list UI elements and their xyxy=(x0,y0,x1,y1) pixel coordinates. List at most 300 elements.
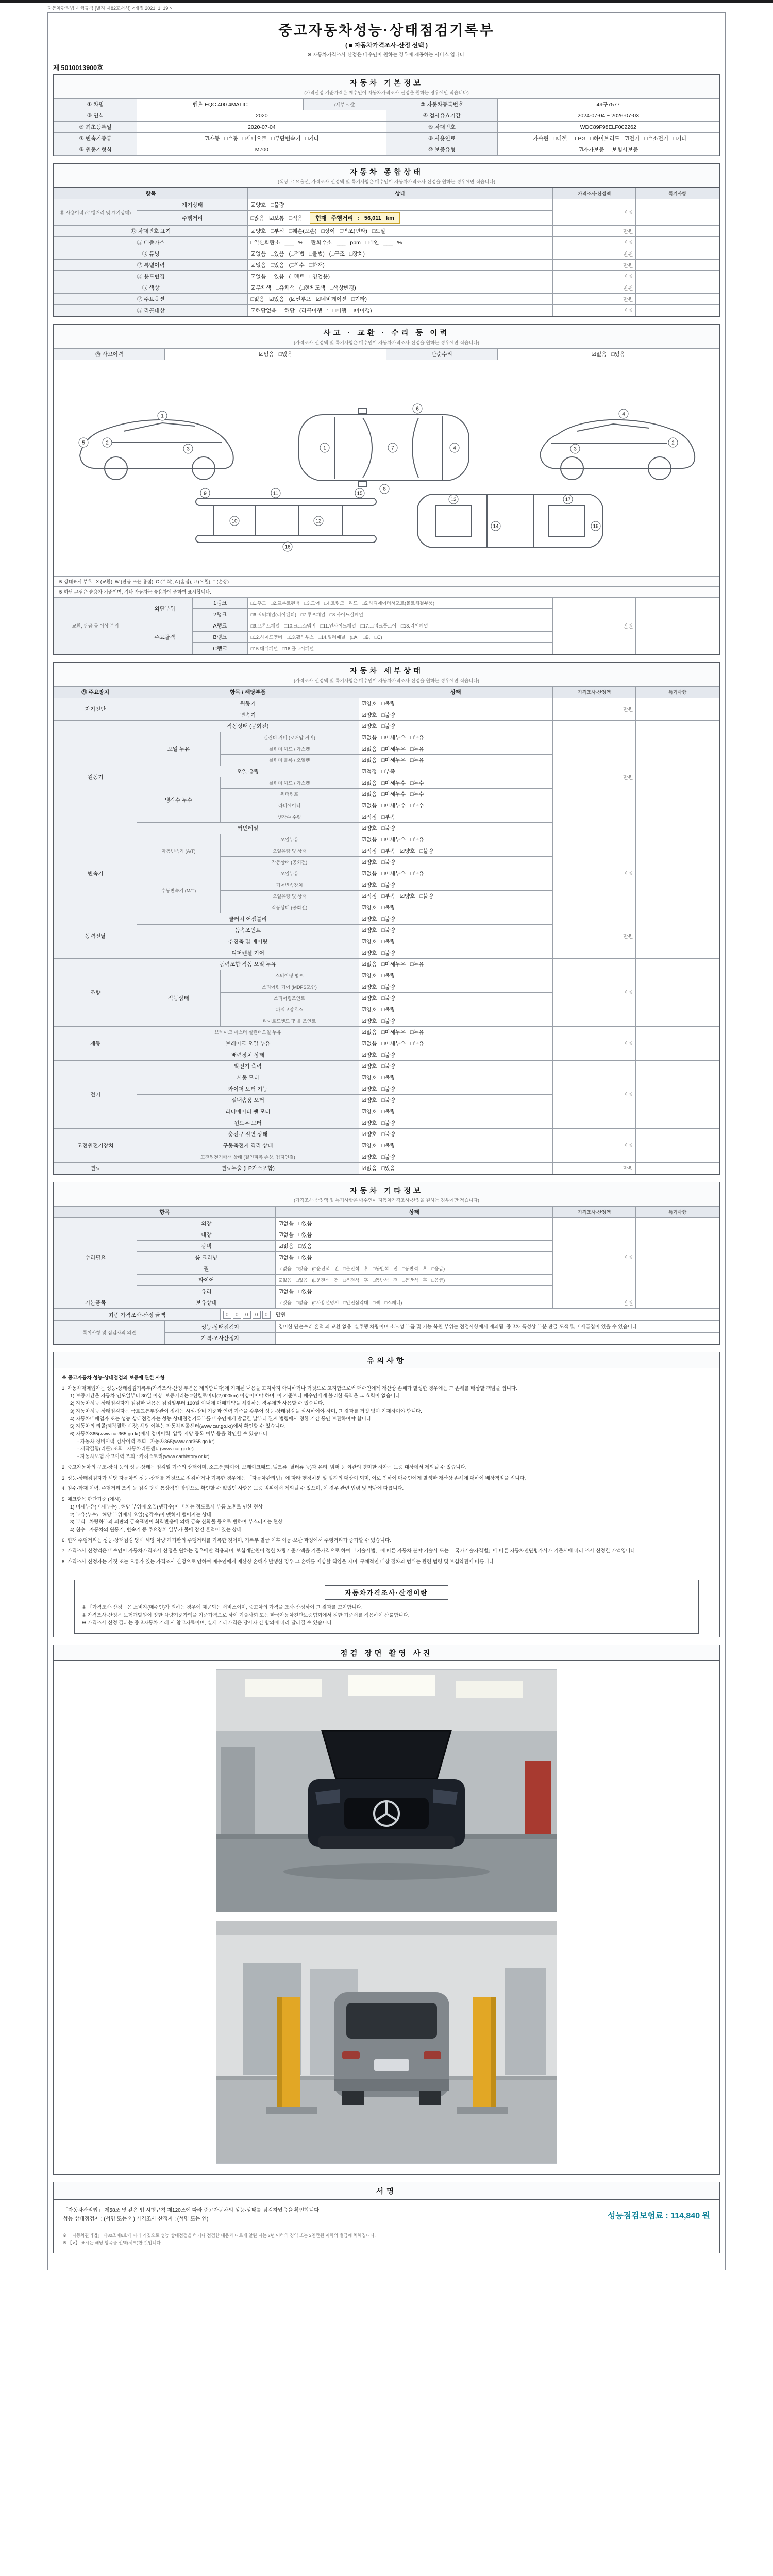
section-accident-history xyxy=(53,324,720,655)
detail-cell xyxy=(636,1129,719,1163)
etc-cell: ☑없음 □있음 (□운전석 전 □운전석 후 □동반석 전 □동반석 후 □응급) xyxy=(276,1275,553,1286)
svg-text:17: 17 xyxy=(565,497,571,503)
detail-cell xyxy=(636,721,719,834)
accident_top-cell: ☑없음 □있음 xyxy=(497,349,719,360)
detail-cell: 제동 xyxy=(54,1027,137,1061)
section-notice xyxy=(53,1352,720,1637)
signature-lines xyxy=(63,2206,321,2224)
section-overall-condition xyxy=(53,163,720,317)
overall-cell: ☑없음 □있음 (□침수 □화재) xyxy=(248,260,553,271)
detail-cell: ☑없음 □미세누수 □누수 xyxy=(359,800,552,811)
detail-cell: 실린더 커버 (로커암 커버) xyxy=(220,732,359,743)
detail-cell: ☑양호 □불량 xyxy=(359,1049,552,1061)
overall-cell: ⑯ 용도변경 xyxy=(54,271,248,282)
price-survey-select: ( ■ 자동차가격조사·산정 선택 ) xyxy=(345,42,428,49)
ranks-cell: 외판부위 xyxy=(137,598,193,620)
detail-cell: ☑없음 □미세누유 □누유 xyxy=(359,868,552,879)
detail-cell: 시동 모터 xyxy=(137,1072,359,1083)
overall-cell: ⑬ 배출가스 xyxy=(54,237,248,248)
detail-cell: 동력조향 작동 오일 누유 xyxy=(137,959,359,970)
overall-cell: 상태 xyxy=(248,188,553,199)
overall-cell: 주행거리 xyxy=(137,211,248,226)
etc-cell: ☑없음 □있음 xyxy=(276,1218,553,1229)
notice-paragraph: 8. 가격조사·산정자는 거짓 또는 오류가 있는 가격조사·산정으로 인하여 매수인에게 재산상 손해가 발생한 경우 그 손해를 배상할 책임을 지며, 구체적인 배상 절차와 범위는 관련 법령 및 보험약관에 따릅니다. xyxy=(62,1559,495,1565)
etc-cell: 가격조사·산정액 xyxy=(553,1207,636,1218)
inspection-photo-front-frame xyxy=(216,1669,557,1912)
notice-paragraph: 1. 자동차매매업자는 성능·상태점검기록부(가격조사·산정 부분은 제외합니다)에 기재된 내용을 고지하지 아니하거나 거짓으로 고지함으로써 매수인에게 재산상 손해가 발생한 경우에는 그 손해를 배상할 책임을 집니다. xyxy=(62,1385,517,1392)
notice-paragraph: 5) 자동차의 리콜(제작결함 시정) 해당 여부는 자동차리콜센터(www.car.go.kr)에서 확인할 수 있습니다. xyxy=(70,1423,286,1430)
svg-text:13: 13 xyxy=(450,497,457,503)
detail-cell: ☑양호 □불량 xyxy=(359,993,552,1004)
notice-paragraph: - 자동차 정비이력·검사이력 조회 : 자동차365(www.car365.go.kr) xyxy=(77,1438,215,1445)
inspection-insurance-fee: 성능점검보험료 : 114,840 원 xyxy=(607,2211,710,2221)
detail-cell: 원동기 xyxy=(137,698,359,709)
detail-cell: ☑양호 □불량 xyxy=(359,1106,552,1117)
detail-cell: 오일유량 및 상태 xyxy=(220,845,359,857)
overall-cell: ☑없음 □있음 (□렌트 □영업용) xyxy=(248,271,553,282)
overall-cell: ⑰ 색상 xyxy=(54,282,248,294)
overall-cell: 만원 xyxy=(553,271,636,282)
detail-cell: ☑양호 □불량 xyxy=(359,1004,552,1015)
notice-paragraph: - 자동차보험 사고이력 조회 : 카히스토리(www.carhistory.or.kr) xyxy=(77,1454,210,1460)
notice-paragraph: 2) 누유(누수) : 해당 부위에서 오일(냉각수)이 맺혀서 떨어지는 상태 xyxy=(70,1512,212,1518)
accident_top-cell: ☑없음 □있음 xyxy=(165,349,386,360)
notice-paragraph: - 제작결함(리콜) 조회 : 자동차리콜센터(www.car.go.kr) xyxy=(77,1446,194,1452)
detail-cell: ☑양호 □불량 xyxy=(359,879,552,891)
svg-text:8: 8 xyxy=(383,486,386,493)
detail-cell: ☑양호 □불량 xyxy=(359,823,552,834)
svg-text:12: 12 xyxy=(315,518,322,524)
etc-cell: 보유상태 xyxy=(137,1297,276,1309)
detail-cell: 전기 xyxy=(54,1061,137,1129)
detail-cell: 스티어링조인트 xyxy=(220,993,359,1004)
basic-cell: ⑤ 최초등록일 xyxy=(54,122,137,133)
detail-cell: ☑양호 □불량 xyxy=(359,721,552,732)
overall-cell xyxy=(636,226,719,237)
document-number: 제 5010013900호 xyxy=(53,64,104,72)
detail-cell: 만원 xyxy=(553,959,636,1027)
detail-cell: 배력장치 상태 xyxy=(137,1049,359,1061)
svg-text:11: 11 xyxy=(273,490,279,497)
ranks-cell: □6.쿼터패널(리어펜더) □7.루프패널 □8.사이드실패널 xyxy=(248,609,553,620)
detail-cell: 만원 xyxy=(553,1129,636,1163)
etc-cell: ☑없음 □있음 xyxy=(276,1229,553,1241)
overall-cell: ⑭ 튜닝 xyxy=(54,248,248,260)
etc-cell: 룸 크리닝 xyxy=(137,1252,276,1263)
detail-cell: ☑양호 □불량 xyxy=(359,1140,552,1151)
overall-cell: ⑱ 주요옵션 xyxy=(54,294,248,305)
detail-cell: ☑양호 □불량 xyxy=(359,1151,552,1163)
detail-cell: 냉각수 누수 xyxy=(137,777,220,823)
section-title: 사고 · 교환 · 수리 등 이력 xyxy=(323,329,450,337)
overall-cell: 만원 xyxy=(553,248,636,260)
overall-cell: 항목 xyxy=(54,188,248,199)
ranks-cell: A랭크 xyxy=(192,620,248,632)
section-note: (가격조사·산정액 및 특기사항은 매수인이 자동차가격조사·산정을 원하는 경우에만 적습니다) xyxy=(294,678,479,683)
detail-cell: ☑적정 □부족 xyxy=(359,811,552,823)
detail-cell: 작동상태 xyxy=(137,970,220,1027)
etc-cell: ☑없음 □있음 xyxy=(276,1286,553,1297)
detail-cell: ☑양호 □불량 xyxy=(359,709,552,721)
detail-cell: 발전기 출력 xyxy=(137,1061,359,1072)
detail-cell xyxy=(636,1061,719,1129)
notice-paragraph: 5. 체크항목 판단기준 (예시) xyxy=(62,1497,121,1503)
overall-cell: 계기상태 xyxy=(137,199,248,211)
detail-cell: 가격조사·산정액 xyxy=(553,687,636,698)
notice-paragraph: 2) 자동차성능·상태점검자가 점검한 내용은 점검일부터 120일 이내에 매매계약을 체결하는 경우에만 사용할 수 있습니다. xyxy=(70,1401,325,1407)
detail-cell: 클러치 어셈블리 xyxy=(137,913,359,925)
detail-cell: 브레이크 오일 누유 xyxy=(137,1038,359,1049)
ranks-cell: □12.사이드멤버 □13.휠하우스 □14.필러패널 (□A, □B, □C) xyxy=(248,632,553,643)
section-note: (가격조사·산정액 및 특기사항은 매수인이 자동차가격조사·산정을 원하는 경우에만 적습니다) xyxy=(294,1198,479,1203)
price-survey-info-box xyxy=(74,1580,699,1634)
basic-cell: 2024-07-04 ~ 2026-07-03 xyxy=(497,110,719,122)
signature-footnotes xyxy=(54,2230,719,2252)
ranks-cell: 주요골격 xyxy=(137,620,193,654)
etc-cell: 내장 xyxy=(137,1229,276,1241)
accident-summary-table xyxy=(54,348,719,360)
detail-cell: 실린더 블록 / 오일팬 xyxy=(220,755,359,766)
svg-text:7: 7 xyxy=(391,445,394,451)
detail-cell: 자기진단 xyxy=(54,698,137,721)
detail-cell: ☑양호 □불량 xyxy=(359,902,552,913)
detail-cell xyxy=(636,1027,719,1061)
detail-cell: ☑적정 □부족 ☑양호 □불량 xyxy=(359,845,552,857)
detail-cell: ☑양호 □불량 xyxy=(359,1061,552,1072)
svg-text:14: 14 xyxy=(493,523,499,530)
signature-title: 서명 xyxy=(54,2182,719,2200)
detail-cell xyxy=(636,1163,719,1174)
etc-cell: 특기사항 xyxy=(636,1207,719,1218)
detail-cell: 만원 xyxy=(553,1061,636,1129)
detail-cell: ☑없음 □미세누유 □누유 xyxy=(359,755,552,766)
detail-cell: 변속기 xyxy=(54,834,137,913)
svg-text:6: 6 xyxy=(416,406,419,412)
detail-cell: ☑양호 □불량 xyxy=(359,947,552,959)
detail-cell: 작동상태 (공회전) xyxy=(137,721,359,732)
detail-cell: 만원 xyxy=(553,913,636,959)
overall-cell: □없음 ☑있음 (☑썬루프 ☑네비게이션 □기타) xyxy=(248,294,553,305)
etc-cell: ☑없음 □있음 xyxy=(276,1241,553,1252)
basic-cell: ⑥ 차대번호 xyxy=(386,122,497,133)
detail-cell: 작동상태 (공회전) xyxy=(220,902,359,913)
svg-text:1: 1 xyxy=(161,413,164,419)
basic-cell: ⑨ 원동기형식 xyxy=(54,144,137,156)
opinion-cell: 가격·조사산정자 xyxy=(165,1333,276,1344)
overall-cell: 가격조사·산정액 xyxy=(553,188,636,199)
svg-text:3: 3 xyxy=(574,446,577,452)
detail-cell: ☑없음 □미세누유 □누유 xyxy=(359,743,552,755)
detail-cell: 만원 xyxy=(553,698,636,721)
price-info-line: ※ 가격조사·산정 결과는 중고자동차 거래 시 참고자료이며, 실제 거래가격은 당사자 간 합의에 따라 달라질 수 있습니다. xyxy=(82,1620,333,1626)
svg-text:2: 2 xyxy=(106,440,109,446)
detail-cell: 와이퍼 모터 기능 xyxy=(137,1083,359,1095)
ranks-cell: C랭크 xyxy=(192,643,248,654)
detail-cell: 연료누출 (LP가스포함) xyxy=(137,1163,359,1174)
etc-cell: 항목 xyxy=(54,1207,276,1218)
signature-body xyxy=(54,2200,719,2228)
etc-cell: 만원 xyxy=(553,1218,636,1297)
section-overall-head xyxy=(54,164,719,188)
car-damage-diagram-wrap xyxy=(54,360,719,577)
svg-text:4: 4 xyxy=(453,445,456,451)
etc-cell: 타이어 xyxy=(137,1275,276,1286)
basic-cell: ① 차명 xyxy=(54,99,137,110)
basic-cell: 2020-07-04 xyxy=(137,122,386,133)
overall-cell: □일산화탄소 ___ % □탄화수소 ___ ppm □매연 ___ % xyxy=(248,237,553,248)
section-title: 자동차 세부상태 xyxy=(349,667,424,675)
detail-cell: ☑양호 □불량 xyxy=(359,936,552,947)
detail-cell: 오일누유 xyxy=(220,868,359,879)
detail-cell: 타이로드엔드 및 볼 조인트 xyxy=(220,1015,359,1027)
notice-paragraph: 6) 자동차365(www.car365.go.kr)에서 정비이력, 압류·저당 등록 여부 등을 확인할 수 있습니다. xyxy=(70,1431,270,1437)
overall-cell xyxy=(636,271,719,282)
section-title: 점검 장면 촬영 사진 xyxy=(340,1650,433,1658)
car-damage-diagram xyxy=(57,365,716,571)
overall-cell: 만원 xyxy=(553,199,636,226)
overall-cell: ☑양호 □불량 xyxy=(248,199,553,211)
basic-cell: WDC89F98ELF002262 xyxy=(497,122,719,133)
detail-cell: 동력전달 xyxy=(54,913,137,959)
detail-cell: ☑없음 □미세누수 □누수 xyxy=(359,789,552,800)
detail-cell: ☑없음 □미세누유 □누유 xyxy=(359,959,552,970)
detail-cell: 기어변속장치 xyxy=(220,879,359,891)
detail-cell: 추진축 및 베어링 xyxy=(137,936,359,947)
overall-cell: 만원 xyxy=(553,294,636,305)
section-signature xyxy=(53,2182,720,2253)
detail-cell: 만원 xyxy=(553,834,636,913)
notice-paragraph: 7. 가격조사·산정액은 매수인이 자동차가격조사·산정을 원하는 경우에만 적용되며, 보험개발원이 정한 차량기준가액을 기준가격으로 하여 「기술사법」에 따른 자동차 분야 기술사 또는 「국가기술자격법」에 따른 자동차진단평가사가 기준서에 따라 조사·산정한 가액입니다. xyxy=(62,1548,637,1554)
detail-cell: ☑양호 □불량 xyxy=(359,1083,552,1095)
price-info-lines xyxy=(82,1604,691,1628)
final-price-table xyxy=(54,1309,719,1321)
etc-cell: ☑없음 □있음 (□운전석 전 □운전석 후 □동반석 전 □동반석 후 □응급) xyxy=(276,1263,553,1275)
odometer-cell: □많음 ☑보통 □적음 현재 주행거리 : 56,011 km xyxy=(248,211,553,226)
inspection-photo-rear-frame xyxy=(216,1921,557,2164)
detail-cell: ☑양호 □불량 xyxy=(359,913,552,925)
notice-paragraph: 3) 자동차성능·상태점검자는 국토교통부장관이 정하는 시설·장비 기준과 인력 기준을 갖추어 성능·상태점검을 실시하여야 하며, 그 결과를 거짓 없이 기재하여야 합니다. xyxy=(70,1408,422,1414)
detail-cell: 상태 xyxy=(359,687,552,698)
detail-cell: 만원 xyxy=(553,1163,636,1174)
detail-cell: 구동축전지 격리 상태 xyxy=(137,1140,359,1151)
svg-text:15: 15 xyxy=(357,490,363,497)
etc-cell: 외장 xyxy=(137,1218,276,1229)
accident_top-cell: 단순수리 xyxy=(386,349,497,360)
final-cell: 최종 가격조사·산정 금액 xyxy=(54,1309,221,1321)
svg-text:1: 1 xyxy=(323,445,326,451)
detail-cell: ☑없음 □미세누유 □누유 xyxy=(359,732,552,743)
basic-info-table xyxy=(54,98,719,156)
detail-cell: 윈도우 모터 xyxy=(137,1117,359,1129)
detail-cell: ☑양호 □불량 xyxy=(359,1129,552,1140)
etc-cell: 휠 xyxy=(137,1263,276,1275)
svg-text:2: 2 xyxy=(671,440,675,446)
notice-paragraph: 4) 자동차매매업자 또는 성능·상태점검자는 성능·상태점검기록부를 매수인에게 발급한 날부터 관계 법령에서 정한 기간 동안 보관하여야 합니다. xyxy=(70,1416,373,1422)
panel-rank-table xyxy=(54,597,719,654)
section-detail-head xyxy=(54,663,719,686)
detail-cell: ☑양호 □불량 xyxy=(359,1015,552,1027)
detail-cell: 고전원전기배선 상태 (절연피복 손상, 접지연결) xyxy=(137,1151,359,1163)
opinion-cell: 성능·상태점검자 xyxy=(165,1321,276,1333)
page-title: 중고자동차성능·상태점검기록부 xyxy=(278,23,495,38)
basic-cell: M700 xyxy=(137,144,386,156)
basic-cell: 49구7577 xyxy=(497,99,719,110)
detail-cell: ☑없음 □미세누유 □누유 xyxy=(359,1038,552,1049)
detail-cell: ☑양호 □불량 xyxy=(359,1095,552,1106)
detail-cell: 스티어링 기어 (MDPS포함) xyxy=(220,981,359,993)
signature-footnote: ※ 【∨】 표시는 해당 항목을 선택(체크)한 것입니다. xyxy=(63,2240,162,2245)
notice-paragraph: 4. 침수·화재 이력, 주행거리 조작 등 점검 당시 통상적인 방법으로 확인할 수 없었던 사항은 보증 범위에서 제외될 수 있으며, 이 경우 관련 법령 및 약관에 따릅니다. xyxy=(62,1486,404,1492)
etc-cell: 수리필요 xyxy=(54,1218,137,1297)
section-photos xyxy=(53,1645,720,2175)
detail-cell: 원동기 xyxy=(54,721,137,834)
svg-text:5: 5 xyxy=(82,440,85,446)
ranks-cell: □15.대쉬패널 □16.플로어패널 xyxy=(248,643,553,654)
etc-cell xyxy=(636,1218,719,1297)
ranks-cell: 2랭크 xyxy=(192,609,248,620)
opinion-cell xyxy=(276,1333,719,1344)
svg-text:10: 10 xyxy=(231,518,238,524)
detail-cell: ☑없음 □미세누수 □누수 xyxy=(359,777,552,789)
signature-line: 「자동차관리법」 제58조 및 같은 법 시행규칙 제120조에 따라 중고자동차의 성능·상태를 점검하였음을 확인합니다. xyxy=(63,2208,321,2214)
detail-cell: 조향 xyxy=(54,959,137,1027)
detail-cell: 자동변속기 (A/T) xyxy=(137,834,220,868)
overall-cell xyxy=(636,282,719,294)
basic-cell: ⑧ 사용연료 xyxy=(386,133,497,144)
section-photos-head xyxy=(54,1645,719,1661)
overall-cell: 특기사항 xyxy=(636,188,719,199)
signature-line: 성능·상태점검자 : (서명 또는 인) 가격조사·산정자 : (서명 또는 인) xyxy=(63,2216,209,2223)
inspector-opinion-table xyxy=(54,1321,719,1344)
detail-cell: 실내송풍 모터 xyxy=(137,1095,359,1106)
detail-cell: 충전구 절연 상태 xyxy=(137,1129,359,1140)
etc-cell: 상태 xyxy=(276,1207,553,1218)
section-etc-head xyxy=(54,1182,719,1206)
ranks-cell: 1랭크 xyxy=(192,598,248,609)
overall-cell xyxy=(636,248,719,260)
overall-cell: 만원 xyxy=(553,260,636,271)
section-accident-head xyxy=(54,325,719,348)
detail-cell: 만원 xyxy=(553,1027,636,1061)
section-etc-info xyxy=(53,1182,720,1345)
section-notice-head xyxy=(54,1352,719,1368)
detail-cell: 브레이크 마스터 실린더오일 누유 xyxy=(137,1027,359,1038)
etc-cell: ☑없음 □있음 xyxy=(276,1252,553,1263)
document-header xyxy=(53,19,720,58)
odometer-badge: 현재 주행거리 : 56,011 km xyxy=(310,212,400,224)
detail-cell: 오일 누유 xyxy=(137,732,220,766)
diagram-note: ※ 하단 그림은 승용차 기준이며, 기타 자동차는 승용차에 준하여 표시합니다. xyxy=(54,587,719,597)
detail-cell: 만원 xyxy=(553,721,636,834)
inspection-photo-front xyxy=(216,1670,557,1912)
detail-cell: ☑양호 □불량 xyxy=(359,925,552,936)
basic-cell: ☑자동 □수동 □세미오토 □무단변속기 □기타 xyxy=(137,133,386,144)
overall-cell: ⑮ 특별이력 xyxy=(54,260,248,271)
etc-cell xyxy=(636,1297,719,1309)
overall-cell: ☑해당없음 □해당 (리콜이행 : □이행 □미이행) xyxy=(248,305,553,316)
accident_top-cell: ⑳ 사고이력 xyxy=(54,349,165,360)
overall-cell xyxy=(636,237,719,248)
basic-cell: ③ 연식 xyxy=(54,110,137,122)
detail-cell xyxy=(636,698,719,721)
form-reference: 자동차관리법 시행규칙 [별지 제82호서식] <개정 2021. 1. 19.> xyxy=(47,6,173,11)
detail-cell: 파워고압호스 xyxy=(220,1004,359,1015)
etc-cell: 기본품목 xyxy=(54,1297,137,1309)
section-title: 자동차 종합상태 xyxy=(349,168,424,177)
detail-cell: 오일누유 xyxy=(220,834,359,845)
overall-cell: ⑲ 리콜대상 xyxy=(54,305,248,316)
detail-cell: 고전원전기장치 xyxy=(54,1129,137,1163)
overall-cell: ☑무채색 □유채색 (□전체도색 □색상변경) xyxy=(248,282,553,294)
detail-cell: 디퍼렌셜 기어 xyxy=(137,947,359,959)
browser-top-edge xyxy=(0,0,773,3)
overall-cell xyxy=(636,260,719,271)
detail-cell: 작동상태 (공회전) xyxy=(220,857,359,868)
notice-paragraph: 3) 부식 : 차량하부와 외판의 금속표면이 화학반응에 의해 금속 산화물 등으로 변하여 부스러지는 현상 xyxy=(70,1519,283,1526)
notice-paragraphs xyxy=(54,1368,719,1572)
etc-info-table xyxy=(54,1206,719,1309)
detail-cell: ☑적정 □부족 xyxy=(359,766,552,777)
opinion-cell: 특이사항 및 점검자의 의견 xyxy=(54,1321,165,1344)
detail-cell: 오일유량 및 상태 xyxy=(220,891,359,902)
overall-cell: 만원 xyxy=(553,282,636,294)
detail-cell: ㉑ 주요장치 xyxy=(54,687,137,698)
section-title: 자동차 기타정보 xyxy=(349,1187,424,1195)
basic-cell: (세부모델) xyxy=(304,99,386,110)
detail-cell: 라디에이터 xyxy=(220,800,359,811)
etc-cell: ☑있음 □없음 (□사용설명서 □안전삼각대 □잭 □스패너) xyxy=(276,1297,553,1309)
detail-cell: 커먼레일 xyxy=(137,823,359,834)
inspector-comment: 경미한 단순수리 흔적 외 교환 없음. 실주행 차량이며 소모성 부품 및 기능 복원 부위는 점검사항에서 제외됨. 중고차 특성상 부분 판금·도색 및 미세흠집이 있을 수 있습니다. xyxy=(276,1321,719,1333)
notice-paragraph: 2. 중고자동차의 구조·장치 등의 성능·상태는 점검일 기준의 상태이며, 소모품(타이어, 브레이크패드, 벨트류, 필터류 등)과 유리, 범퍼 등 외관의 경미한 하자는 보증 대상에서 제외될 수 있습니다. xyxy=(62,1464,467,1470)
section-basic-info xyxy=(53,74,720,156)
notice-paragraph: 1) 미세누유(미세누수) : 해당 부위에 오일(냉각수)이 비치는 정도로서 부품 노후로 인한 현상 xyxy=(70,1504,263,1510)
section-detail-condition xyxy=(53,662,720,1175)
section-note: (가격조사·산정액 및 특기사항은 매수인이 자동차가격조사·산정을 원하는 경우에만 적습니다) xyxy=(294,340,479,345)
svg-text:3: 3 xyxy=(187,446,190,452)
detail-cell: 변속기 xyxy=(137,709,359,721)
price-info-line: ※ 「가격조사·산정」은 소비자(매수인)가 원하는 경우에 제공되는 서비스이며, 중고차의 가격을 조사·산정하여 그 결과를 고지합니다. xyxy=(82,1604,363,1611)
ranks-cell: □1.후드 □2.프론트펜더 □3.도어 □4.트렁크 리드 □5.라디에이터서포트(볼트체결부품) xyxy=(248,598,553,609)
section-note: (색상, 주요옵션, 가격조사·산정액 및 특기사항은 매수인이 자동차가격조사·산정을 원하는 경우에만 적습니다) xyxy=(277,179,496,184)
detail-cell: 실린더 헤드 / 가스켓 xyxy=(220,777,359,789)
status-code-legend: ※ 상태표시 부호 : X (교환), W (판금 또는 용접), C (부식), A (흠집), U (요철), T (손상) xyxy=(54,577,719,587)
detail-cell xyxy=(636,834,719,913)
overall-cell: 만원 xyxy=(553,237,636,248)
detail-cell: ☑양호 □불량 xyxy=(359,857,552,868)
basic-cell: 2020 xyxy=(137,110,386,122)
ranks-cell: 교환, 판금 등 이상 부위 xyxy=(54,598,137,654)
overall-cell: ⑪ 사용이력 (주행거리 및 계기상태) xyxy=(54,199,137,226)
final-price-cell xyxy=(220,1309,719,1321)
detail-cell: 특기사항 xyxy=(636,687,719,698)
detail-cell: 냉각수 수량 xyxy=(220,811,359,823)
section-title: 자동차 기본정보 xyxy=(349,79,424,88)
svg-text:16: 16 xyxy=(284,544,291,550)
basic-cell: ⑩ 보증유형 xyxy=(386,144,497,156)
section-basic-head xyxy=(54,75,719,98)
detail-cell: ☑양호 □불량 xyxy=(359,970,552,981)
overall-cell xyxy=(636,199,719,226)
price-survey-note: ※ 자동차가격조사·산정은 매수인이 원하는 경우에 제공하는 서비스 입니다. xyxy=(307,52,466,58)
detail-cell: ☑적정 □부족 ☑양호 □불량 xyxy=(359,891,552,902)
basic-cell: 벤츠 EQC 400 4MATIC xyxy=(137,99,304,110)
detail-cell: 실린더 헤드 / 가스켓 xyxy=(220,743,359,755)
basic-cell: □가솔린 □디젤 □LPG □하이브리드 ☑전기 □수소전기 □기타 xyxy=(497,133,719,144)
etc-cell: 만원 xyxy=(553,1297,636,1309)
photo-wrap xyxy=(54,1661,719,2174)
overall-cell xyxy=(636,305,719,316)
